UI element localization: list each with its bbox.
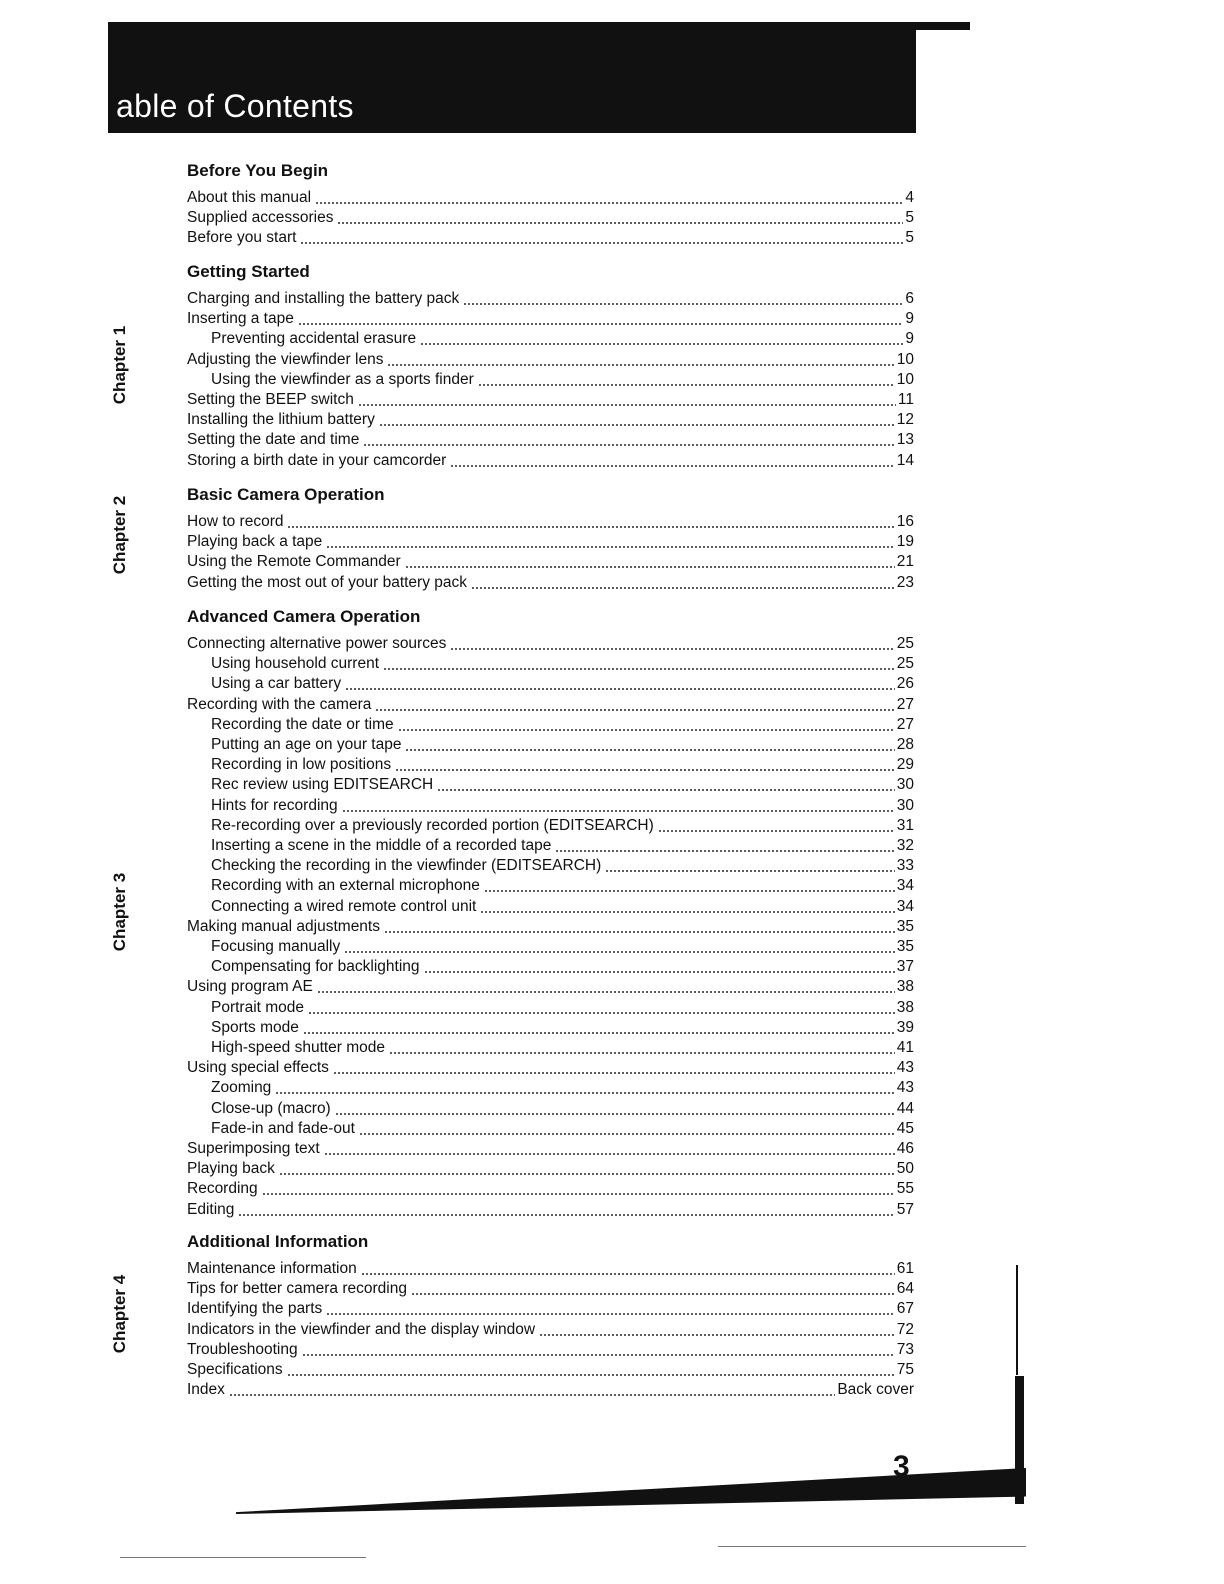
toc-entry-page: 50 [896,1160,914,1178]
toc-entry-page: 38 [896,998,914,1016]
dot-leader [302,1354,895,1356]
toc-entry-page: 25 [896,655,914,673]
toc-entry-page: 44 [896,1099,914,1117]
toc-entry-title: Specifications [187,1361,283,1378]
toc-entry[interactable] [211,775,914,795]
dot-leader [471,587,895,589]
toc-entry-page: 75 [896,1361,914,1378]
toc-entry[interactable] [211,715,914,735]
dot-leader [262,1193,895,1195]
section-heading: Basic Camera Operation [187,485,385,504]
toc-entry[interactable] [211,816,914,836]
toc-entry-title: Connecting alternative power sources [187,635,447,652]
toc-entry-page: 19 [896,533,914,551]
dot-leader [387,364,894,366]
dot-leader [326,1313,894,1315]
toc-entry-page: 43 [896,1059,914,1077]
toc-entry-title: Connecting a wired remote control unit [211,897,477,915]
toc-entry-page: 37 [896,958,914,976]
dot-leader [335,1113,895,1115]
toc-entry-title: Index [187,1381,225,1399]
dot-leader [539,1334,895,1336]
toc-entry-page: 28 [896,736,914,753]
toc-entry-title: Installing the lithium battery [187,411,375,429]
margin-rule [1016,1265,1018,1375]
toc-entry[interactable] [187,430,914,450]
toc-entry-page: 41 [896,1039,914,1056]
toc-entry-page: Back cover [837,1381,914,1399]
toc-entry-title: Using the Remote Commander [187,553,401,571]
scan-artifact-line [120,1557,366,1558]
dot-leader [398,729,895,731]
toc-entry-page: 32 [896,837,914,854]
toc-entry-page: 11 [897,391,914,408]
toc-entry-title: Hints for recording [211,796,338,814]
toc-entry[interactable] [187,309,914,329]
toc-entry-page: 26 [896,675,914,693]
toc-entry-title: Troubleshooting [187,1340,298,1358]
toc-entry-title: Charging and installing the battery pack [187,290,460,307]
toc-entry[interactable] [187,1279,914,1299]
dot-leader [317,991,895,993]
toc-entry-title: Indicators in the viewfinder and the display window [187,1320,536,1338]
toc-entry[interactable] [211,1078,914,1098]
toc-entry-title: Superimposing text [187,1140,320,1157]
section-heading: Additional Information [187,1232,369,1251]
toc-entry-page: 14 [896,451,914,469]
toc-entry-title: High-speed shutter mode [211,1039,386,1056]
toc-entry[interactable] [211,937,914,957]
toc-entry-page: 45 [896,1119,914,1137]
toc-entry-page: 39 [896,1018,914,1036]
toc-entry-page: 30 [896,796,914,814]
toc-entry-page: 27 [896,715,914,733]
toc-entry-page: 64 [896,1280,914,1298]
dot-leader [279,1173,895,1175]
toc-entry-page: 23 [896,573,914,591]
toc-entry-title: Getting the most out of your battery pack [187,573,468,591]
toc-entry-title: Recording with the camera [187,695,372,713]
toc-entry[interactable] [187,350,914,370]
toc-entry-page: 6 [905,290,914,307]
toc-entry[interactable] [211,329,914,349]
toc-entry-title: Putting an age on your tape [211,736,402,753]
toc-entry-title: Supplied accessories [187,209,334,227]
toc-entry-title: Making manual adjustments [187,917,380,935]
dot-leader [411,1293,895,1295]
chapter-label-1: Chapter 1 [110,325,129,405]
toc-entry[interactable] [187,512,914,532]
dot-leader [658,830,895,832]
toc-entry-page: 55 [896,1180,914,1198]
toc-entry-title: Playing back a tape [187,533,323,551]
toc-entry-title: Identifying the parts [187,1300,323,1318]
toc-entry-page: 34 [896,897,914,915]
toc-entry-title: Editing [187,1200,235,1218]
toc-entry-title: Playing back [187,1160,275,1178]
dot-leader [229,1394,835,1396]
dot-leader [238,1214,894,1216]
toc-entry[interactable] [187,451,914,471]
toc-entry-title: Adjusting the viewfinder lens [187,350,384,368]
dot-leader [450,465,894,467]
dot-leader [300,242,903,244]
toc-entry-title: Rec review using EDITSEARCH [211,776,434,794]
toc-entry-title: Before you start [187,229,297,247]
toc-entry-title: Inserting a tape [187,310,294,328]
toc-entry-title: Recording in low positions [211,756,392,774]
toc-entry[interactable] [187,917,914,937]
toc-entry[interactable] [187,977,914,997]
toc-entry-title: Fade-in and fade-out [211,1119,355,1137]
toc-entry[interactable] [187,695,914,715]
toc-entry-page: 21 [896,553,914,571]
toc-entry-title: Re-recording over a previously recorded portion (EDITSEARCH) [211,816,654,834]
toc-entry-page: 5 [905,229,914,247]
toc-entry-title: Using a car battery [211,675,342,693]
dot-leader [344,951,895,953]
toc-entry-page: 72 [896,1320,914,1338]
dot-leader [287,1374,895,1376]
toc-entry-page: 16 [896,513,914,530]
dot-leader [383,668,895,670]
chapter-label-3: Chapter 3 [110,872,129,952]
toc-entry[interactable] [211,796,914,816]
toc-entry-page: 27 [896,695,914,713]
toc-entry[interactable] [187,1360,914,1380]
toc-entry-title: Inserting a scene in the middle of a recorded tape [211,837,552,854]
toc-entry[interactable] [187,1320,914,1340]
dot-leader [605,870,895,872]
toc-entry-page: 10 [896,350,914,368]
toc-entry-title: Using program AE [187,978,313,996]
dot-leader [478,384,895,386]
toc-entry[interactable] [187,1159,914,1179]
toc-entry-page: 46 [896,1140,914,1157]
toc-entry-page: 35 [896,938,914,955]
dot-leader [389,1052,895,1054]
toc-entry-title: Setting the date and time [187,431,360,449]
toc-entry[interactable] [211,876,914,896]
toc-entry-title: About this manual [187,189,312,206]
toc-entry-title: Sports mode [211,1018,299,1036]
toc-entry-page: 25 [896,635,914,652]
chapter-label-4: Chapter 4 [110,1274,129,1354]
dot-leader [555,850,894,852]
dot-leader [287,526,894,528]
chapter-label-2: Chapter 2 [110,495,129,575]
toc-entry[interactable] [187,188,914,208]
dot-leader [358,404,896,406]
page-title: able of Contents [116,88,354,124]
toc-entry[interactable] [187,1299,914,1319]
toc-entry-page: 10 [896,370,914,388]
toc-entry-page: 61 [896,1260,914,1277]
toc-entry-page: 4 [905,189,914,206]
dot-leader [275,1092,894,1094]
dot-leader [395,769,895,771]
toc-entry[interactable] [187,532,914,552]
toc-entry-page: 29 [896,756,914,774]
toc-entry[interactable] [187,1179,914,1199]
page-number: 3 [893,1450,910,1483]
toc-entry-title: Focusing manually [211,938,341,955]
dot-leader [303,1032,895,1034]
dot-leader [324,1153,895,1155]
section-heading: Advanced Camera Operation [187,607,421,626]
dot-leader [437,789,895,791]
scan-artifact-line [718,1546,1026,1547]
dot-leader [333,1072,895,1074]
toc-entry-title: Close-up (macro) [211,1099,331,1117]
toc-entry[interactable] [211,370,914,390]
toc-entry[interactable] [211,1119,914,1139]
dot-leader [420,343,903,345]
toc-entry[interactable] [211,1038,914,1058]
toc-entry[interactable] [187,1139,914,1159]
toc-entry-page: 31 [896,816,914,834]
toc-entry[interactable] [187,390,914,410]
toc-entry-title: Storing a birth date in your camcorder [187,451,447,469]
toc-entry[interactable] [211,897,914,917]
toc-entry-title: Portrait mode [211,998,305,1016]
toc-entry-page: 35 [896,917,914,935]
dot-leader [337,222,903,224]
toc-entry[interactable] [211,755,914,775]
toc-entry[interactable] [211,957,914,977]
toc-entry-title: Using household current [211,655,380,673]
dot-leader [326,546,894,548]
toc-entry-title: Using special effects [187,1059,329,1077]
toc-entry-title: Recording [187,1180,258,1198]
dot-leader [345,688,895,690]
dot-leader [424,971,895,973]
dot-leader [342,810,895,812]
section-heading: Before You Begin [187,161,329,180]
dot-leader [308,1012,895,1014]
toc-entry-page: 33 [896,857,914,875]
toc-entry[interactable] [187,1259,914,1279]
toc-entry-title: Zooming [211,1079,272,1097]
dot-leader [363,444,894,446]
dot-leader [484,890,895,892]
toc-entry-title: Compensating for backlighting [211,958,420,976]
section-heading: Getting Started [187,262,310,281]
dot-leader [384,931,895,933]
dot-leader [405,566,895,568]
toc-entry[interactable] [211,674,914,694]
toc-entry[interactable] [211,654,914,674]
toc-entry-page: 73 [896,1340,914,1358]
dot-leader [450,648,894,650]
toc-entry[interactable] [187,1340,914,1360]
toc-entry-page: 38 [896,978,914,996]
toc-entry-page: 30 [896,776,914,794]
toc-entry-page: 12 [896,411,914,429]
dot-leader [405,749,894,751]
toc-entry[interactable] [211,856,914,876]
dot-leader [298,323,904,325]
toc-entry-page: 9 [905,310,914,328]
toc-entry[interactable] [187,1380,914,1400]
toc-entry[interactable] [187,552,914,572]
toc-entry-title: How to record [187,513,284,530]
toc-entry-page: 34 [896,877,914,895]
toc-entry-page: 13 [896,431,914,449]
toc-entry-title: Recording with an external microphone [211,877,480,895]
dot-leader [361,1273,895,1275]
toc-entry[interactable] [187,1058,914,1078]
toc-entry-title: Recording the date or time [211,715,394,733]
dot-leader [480,911,894,913]
toc-entry[interactable] [211,836,914,856]
dot-leader [379,424,895,426]
toc-entry-page: 43 [896,1079,914,1097]
toc-entry-page: 57 [896,1200,914,1218]
toc-entry[interactable] [211,998,914,1018]
toc-entry-title: Using the viewfinder as a sports finder [211,370,474,388]
toc-entry[interactable] [211,1018,914,1038]
toc-entry-page: 9 [905,330,914,348]
toc-entry-title: Maintenance information [187,1260,357,1277]
toc-entry-title: Setting the BEEP switch [187,391,354,408]
toc-entry[interactable] [211,735,914,755]
toc-entry[interactable] [187,1200,914,1220]
toc-entry[interactable] [187,573,914,593]
dot-leader [375,709,894,711]
toc-entry-title: Preventing accidental erasure [211,330,417,348]
toc-entry[interactable] [187,289,914,309]
toc-entry-title: Checking the recording in the viewfinder (EDITSEARCH) [211,857,602,875]
toc-entry[interactable] [187,208,914,228]
toc-entry[interactable] [211,1099,914,1119]
dot-leader [315,202,903,204]
toc-entry-title: Tips for better camera recording [187,1280,407,1298]
dot-leader [359,1133,895,1135]
toc-entry-page: 67 [896,1300,914,1318]
toc-entry[interactable] [187,634,914,654]
toc-entry[interactable] [187,228,914,248]
dot-leader [463,303,903,305]
toc-entry[interactable] [187,410,914,430]
toc-entry-page: 5 [905,209,914,227]
